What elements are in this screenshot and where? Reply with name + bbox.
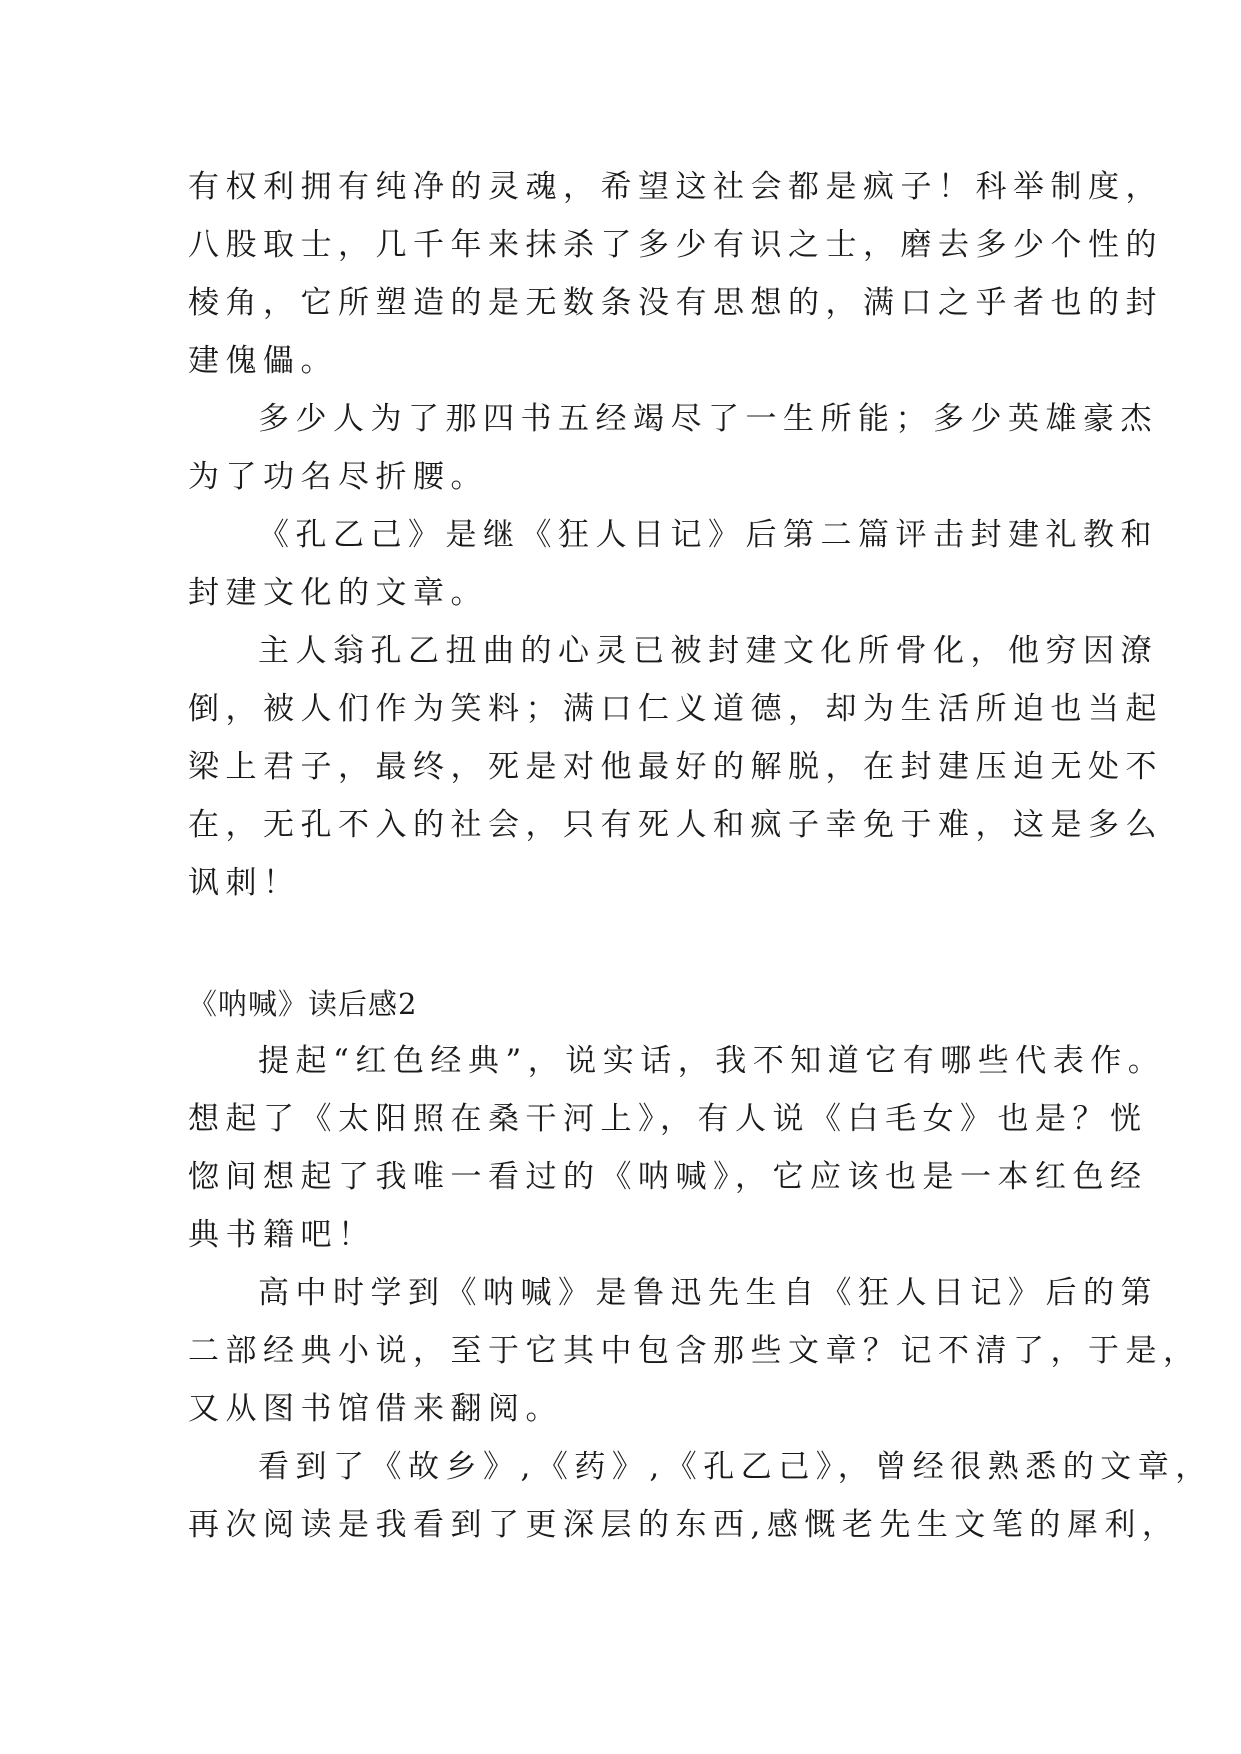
text-line: 多少人为了那四书五经竭尽了一生所能；多少英雄豪杰 [258,401,1158,437]
paragraph [188,506,1158,622]
text-line: 看到了《故乡》,《药》,《孔乙己》，曾经很熟悉的文章， [258,1449,1213,1485]
text-line: 又从图书馆借来翻阅。 [188,1391,563,1427]
text-line: 讽刺！ [188,865,301,901]
section-2 [188,976,1213,1554]
text-line: 有权利拥有纯净的灵魂，希望这社会都是疯子！科举制度， [188,169,1163,205]
paragraph [188,622,1163,912]
paragraph [188,1264,1201,1438]
section-gap [188,912,1068,976]
paragraph [188,1032,1166,1264]
section-1 [188,158,1163,912]
text-line: 棱角，它所塑造的是无数条没有思想的，满口之乎者也的封 [188,285,1163,321]
text-line: 惚间想起了我唯一看过的《呐喊》，它应该也是一本红色经 [188,1159,1148,1195]
section-title: 《呐喊》读后感2 [188,987,418,1021]
text-line: 建傀儡。 [188,343,338,379]
document-page [188,158,1213,1554]
text-line: 二部经典小说，至于它其中包含那些文章？记不清了，于是， [188,1333,1201,1369]
text-line: 八股取士，几千年来抹杀了多少有识之士，磨去多少个性的 [188,227,1163,263]
text-line: 在，无孔不入的社会，只有死人和疯子幸免于难，这是多么 [188,807,1163,843]
text-line: 高中时学到《呐喊》是鲁迅先生自《狂人日记》后的第 [258,1275,1158,1311]
text-line: 想起了《太阳照在桑干河上》，有人说《白毛女》也是？恍 [188,1101,1148,1137]
text-line: 主人翁孔乙扭曲的心灵已被封建文化所骨化，他穷因潦 [258,633,1158,669]
paragraph [188,1438,1213,1554]
text-line: 《孔乙己》是继《狂人日记》后第二篇评击封建礼教和 [258,517,1158,553]
text-line: 封建文化的文章。 [188,575,488,611]
text-line: 梁上君子，最终，死是对他最好的解脱，在封建压迫无处不 [188,749,1163,785]
paragraph [188,390,1158,506]
text-line: 倒，被人们作为笑料；满口仁义道德，却为生活所迫也当起 [188,691,1163,727]
text-line: 提起“红色经典”，说实话，我不知道它有哪些代表作。 [258,1043,1166,1079]
paragraph [188,158,1163,390]
text-line: 为了功名尽折腰。 [188,459,488,495]
text-line: 典书籍吧！ [188,1217,376,1253]
text-line: 再次阅读是我看到了更深层的东西,感慨老先生文笔的犀利， [188,1507,1180,1543]
